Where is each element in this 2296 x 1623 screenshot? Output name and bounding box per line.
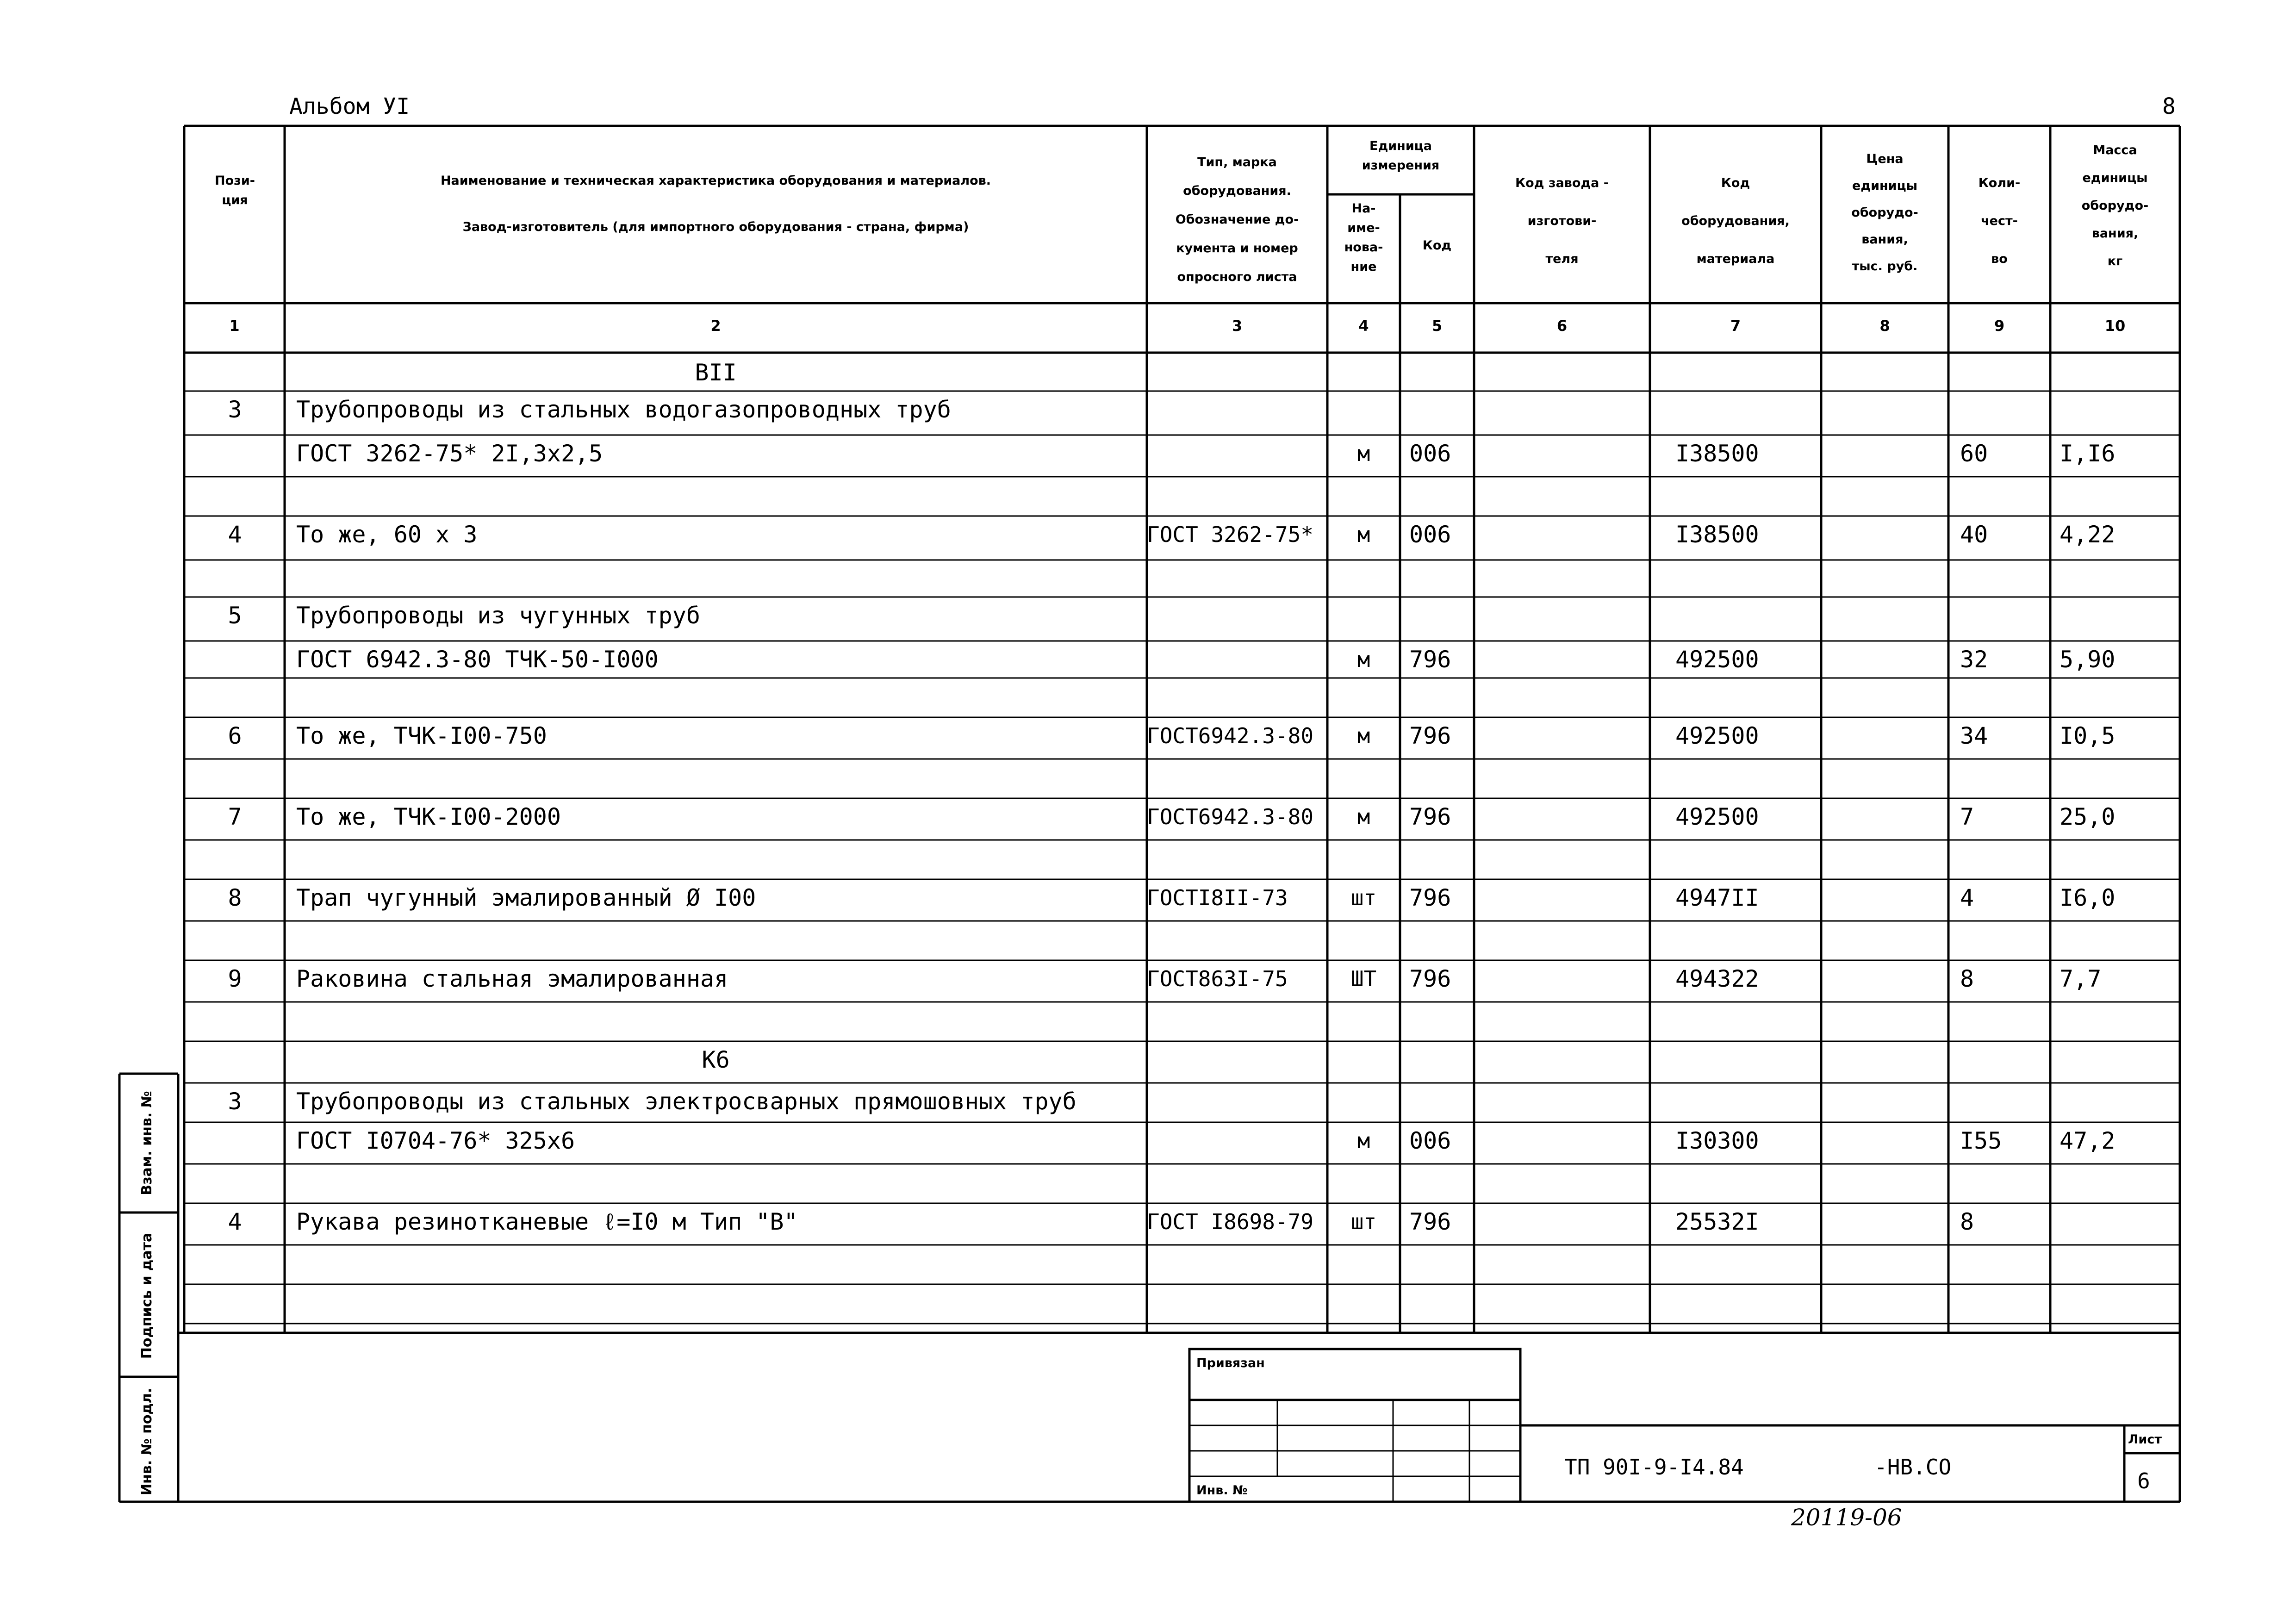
- cell-unit: ШТ: [1350, 966, 1377, 991]
- stamp-sheet-number: 6: [2137, 1468, 2150, 1493]
- column-number: 1: [229, 317, 240, 335]
- cell-unit: м: [1357, 1128, 1370, 1153]
- cell-document: ГОСТ I8698-79: [1147, 1209, 1314, 1234]
- header-name-line1: Наименование и техническая характеристика оборудования и материалов.: [440, 174, 991, 188]
- stamp-sheet-label: Лист: [2128, 1432, 2162, 1447]
- cell-unit: м: [1357, 647, 1370, 672]
- column-number: 6: [1556, 317, 1568, 335]
- stamp-inv-no: Инв. №: [1196, 1483, 1248, 1498]
- cell-name: ГОСТ 6942.3-80 ТЧК-50-I000: [296, 646, 659, 673]
- column-number: 7: [1730, 317, 1741, 335]
- cell-position: 4: [228, 1208, 242, 1235]
- cell-unit-code: 796: [1409, 646, 1451, 673]
- header-price: Цена единицы оборудо- вания, тыс. руб.: [1851, 152, 1918, 274]
- cell-material-code: I38500: [1675, 521, 1759, 548]
- cell-material-code: 492500: [1675, 803, 1759, 830]
- cell-unit-code: 796: [1409, 803, 1451, 830]
- cell-quantity: 60: [1960, 440, 1988, 467]
- stamp-suffix: -НВ.СО: [1874, 1455, 1952, 1480]
- header-material-code: Код оборудования, материала: [1681, 176, 1790, 266]
- cell-quantity: 8: [1960, 1208, 1974, 1235]
- cell-unit-code: 006: [1409, 1127, 1451, 1154]
- side-stamp-signature-date: Подпись и дата: [139, 1232, 155, 1359]
- cell-name: К6: [702, 1046, 730, 1073]
- cell-material-code: 492500: [1675, 646, 1759, 673]
- cell-mass: 47,2: [2060, 1127, 2116, 1154]
- cell-unit-code: 796: [1409, 884, 1451, 911]
- cell-name: Раковина стальная эмалированная: [296, 965, 728, 992]
- cell-name: То же, ТЧК-I00-2000: [296, 803, 561, 830]
- cell-name: Трубопроводы из стальных водогазопроводных труб: [296, 396, 951, 423]
- cell-unit-code: 006: [1409, 440, 1451, 467]
- stamp-designation: ТП 90I-9-I4.84: [1564, 1455, 1744, 1480]
- side-stamp-inv-podl: Инв. № подл.: [139, 1387, 155, 1496]
- cell-unit: м: [1357, 804, 1370, 829]
- cell-name: ГОСТ I0704-76* 325x6: [296, 1127, 575, 1154]
- page-number: 8: [2162, 93, 2176, 119]
- cell-name: То же, ТЧК-I00-750: [296, 722, 547, 749]
- column-number: 10: [2104, 317, 2126, 335]
- cell-material-code: 494322: [1675, 965, 1759, 992]
- cell-position: 8: [228, 884, 242, 911]
- stamp-privyazan: Привязан: [1196, 1356, 1265, 1370]
- cell-name: Трап чугунный эмалированный Ø I00: [296, 884, 756, 911]
- cell-quantity: 40: [1960, 521, 1988, 548]
- cell-quantity: 34: [1960, 722, 1988, 749]
- cell-position: 7: [228, 803, 242, 830]
- cell-mass: I,I6: [2060, 440, 2116, 467]
- cell-unit-code: 796: [1409, 1208, 1451, 1235]
- header-plant-code: Код завода - изготови- теля: [1515, 176, 1609, 266]
- cell-mass: 4,22: [2060, 521, 2116, 548]
- header-unit-code: Код: [1422, 238, 1452, 253]
- cell-quantity: I55: [1960, 1127, 2002, 1154]
- column-number: 3: [1232, 317, 1243, 335]
- cell-material-code: I38500: [1675, 440, 1759, 467]
- album-label: Альбом УI: [289, 93, 410, 119]
- cell-position: 5: [228, 602, 242, 629]
- header-name-line2: Завод-изготовитель (для импортного оборудования - страна, фирма): [462, 220, 969, 234]
- cell-unit: м: [1357, 522, 1370, 547]
- cell-position: 3: [228, 396, 242, 423]
- cell-mass: I6,0: [2060, 884, 2116, 911]
- header-unit-name: На- име- нова- ние: [1344, 201, 1383, 274]
- header-mass: Масса единицы оборудо- вания, кг: [2081, 143, 2149, 268]
- cell-quantity: 32: [1960, 646, 1988, 673]
- header-position: Пози- ция: [215, 174, 255, 207]
- cell-material-code: 492500: [1675, 722, 1759, 749]
- cell-name: BII: [695, 359, 737, 386]
- cell-document: ГОСТ 3262-75*: [1147, 522, 1314, 547]
- column-number: 8: [1879, 317, 1890, 335]
- cell-name: Трубопроводы из чугунных труб: [296, 602, 700, 629]
- cell-mass: 5,90: [2060, 646, 2116, 673]
- handwritten-number: 20119-06: [1791, 1504, 1902, 1531]
- cell-document: ГОСТI8II-73: [1147, 885, 1288, 910]
- cell-mass: 25,0: [2060, 803, 2116, 830]
- cell-material-code: I30300: [1675, 1127, 1759, 1154]
- column-number: 2: [710, 317, 721, 335]
- cell-unit: шт: [1350, 1209, 1377, 1234]
- cell-unit: м: [1357, 723, 1370, 748]
- cell-mass: I0,5: [2060, 722, 2116, 749]
- cell-unit: м: [1357, 441, 1370, 466]
- cell-position: 4: [228, 521, 242, 548]
- header-quantity: Коли- чест- во: [1978, 176, 2021, 266]
- side-stamp-vzam-inv: Взам. инв. №: [139, 1091, 155, 1195]
- cell-unit-code: 796: [1409, 965, 1451, 992]
- column-number: 4: [1358, 317, 1369, 335]
- cell-position: 6: [228, 722, 242, 749]
- column-number: 9: [1994, 317, 2005, 335]
- cell-position: 3: [228, 1088, 242, 1115]
- cell-material-code: 4947II: [1675, 884, 1759, 911]
- cell-unit-code: 006: [1409, 521, 1451, 548]
- column-number: 5: [1431, 317, 1443, 335]
- cell-quantity: 8: [1960, 965, 1974, 992]
- cell-quantity: 7: [1960, 803, 1974, 830]
- cell-material-code: 25532I: [1675, 1208, 1759, 1235]
- cell-name: ГОСТ 3262-75* 2I,3x2,5: [296, 440, 603, 467]
- cell-position: 9: [228, 965, 242, 992]
- header-unit-group: Единица измерения: [1362, 139, 1440, 173]
- cell-unit: шт: [1350, 885, 1377, 910]
- cell-document: ГОСТ6942.3-80: [1147, 804, 1314, 829]
- header-type: Тип, марка оборудования. Обозначение до- кумента и номер опросного листа: [1175, 155, 1299, 284]
- cell-name: Трубопроводы из стальных электросварных прямошовных труб: [296, 1088, 1076, 1115]
- cell-mass: 7,7: [2060, 965, 2102, 992]
- cell-name: Рукава резинотканевые ℓ=I0 м Тип "В": [296, 1208, 798, 1235]
- cell-document: ГОСТ863I-75: [1147, 966, 1288, 991]
- cell-quantity: 4: [1960, 884, 1974, 911]
- cell-unit-code: 796: [1409, 722, 1451, 749]
- cell-document: ГОСТ6942.3-80: [1147, 723, 1314, 748]
- cell-name: То же, 60 x 3: [296, 521, 478, 548]
